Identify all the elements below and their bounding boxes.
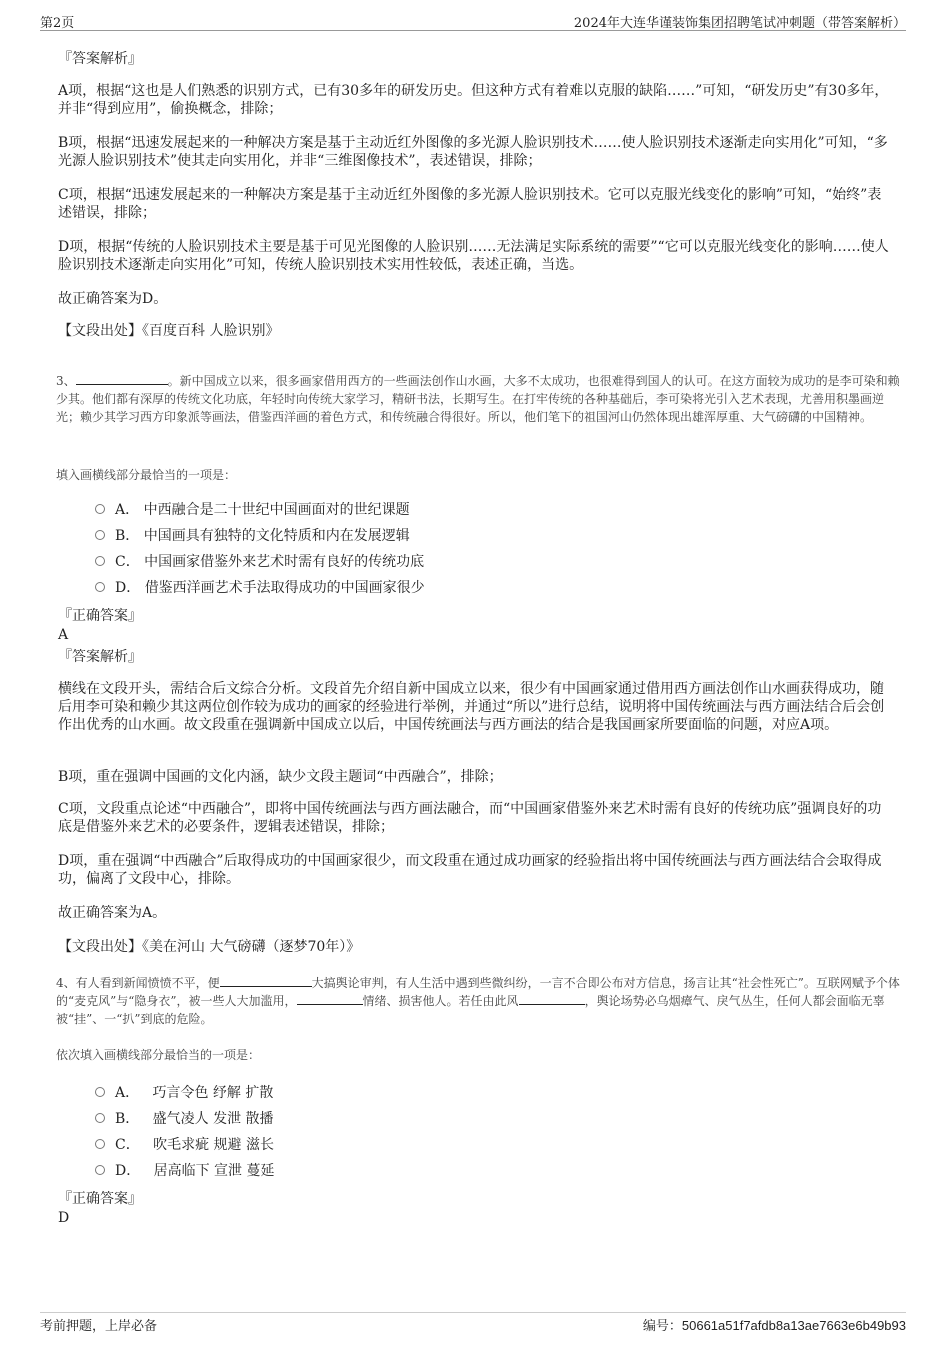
document-title: 2024年大连华谨装饰集团招聘笔试冲刺题（带答案解析）: [573, 16, 906, 31]
radio-icon[interactable]: [95, 530, 105, 540]
question-prompt: 依次填入画横线部分最恰当的一项是：: [56, 1048, 261, 1062]
answer-value: A: [58, 627, 69, 643]
option-d[interactable]: D． 居高临下 宣泄 蔓延: [95, 1162, 275, 1180]
option-c[interactable]: C． 吹毛求疵 规避 滋长: [95, 1136, 274, 1154]
question-3-text: [56, 372, 900, 426]
footer-slogan: 考前押题，上岸必备: [40, 1319, 158, 1334]
fill-blank: [297, 992, 363, 1005]
analysis-paragraph-b: B项，根据“迅速发展起来的一种解决方案是基于主动近红外图像的多光源人脸识别技术……使人脸识别技术逐渐走向实用化”可知，“多光源人脸识别技术”使其走向实用化，并非“三维图像技术”，表述错误，排除；: [58, 135, 888, 169]
analysis-label: 『答案解析』: [58, 649, 142, 665]
option-b[interactable]: B． 盛气凌人 发泄 散播: [95, 1110, 274, 1128]
document-code: 编号：50661a51f7afdb8a13ae7663e6b49b93: [642, 1318, 906, 1333]
question-number: 4、: [56, 976, 76, 990]
option-a[interactable]: A． 巧言令色 纾解 扩散: [95, 1084, 273, 1102]
option-b[interactable]: B． 中国画具有独特的文化特质和内在发展逻辑: [95, 527, 410, 545]
question-4-text: 4、有人看到新闻愤愤不平，便 大搞舆论审判，有人生活中遇到些微纠纷，一言不合即公布对方信息，扬言让其“社会性死亡”。互联网赋予个体的“麦克风”与“隐身衣”，被一些人大加滥用， 情绪、损害他人。若任由此风 ，舆论场势必乌烟瘴气、戾气丛生，任何人都会面临无辜被“挂”、一“扒”到底的危险。: [56, 976, 900, 1026]
analysis-paragraph-a: A项，根据“这也是人们熟悉的识别方式，已有30多年的研发历史。但这种方式有着难以克服的缺陷……”可知，“研发历史”有30多年，并非“得到应用”，偷换概念，排除；: [58, 83, 889, 117]
analysis-conclusion: 故正确答案为D。: [58, 291, 168, 307]
radio-icon[interactable]: [95, 1139, 105, 1149]
fill-blank: [220, 974, 312, 987]
page-header: [40, 12, 906, 31]
analysis-conclusion: 故正确答案为A。: [58, 905, 167, 921]
radio-icon[interactable]: [95, 504, 105, 514]
analysis-label: 『答案解析』: [58, 51, 142, 67]
question-number: 3、: [56, 374, 76, 388]
analysis-paragraph-d: D项，重在强调“中西融合”后取得成功的中国画家很少，而文段重在通过成功画家的经验指出将中国传统画法与西方画法结合会取得成功，偏离了文段中心，排除。: [58, 853, 882, 887]
fill-blank: [76, 372, 168, 385]
radio-icon[interactable]: [95, 582, 105, 592]
answer-value: D: [58, 1210, 70, 1226]
question-prompt: 填入画横线部分最恰当的一项是：: [56, 468, 237, 482]
page-footer: [40, 1312, 906, 1334]
analysis-paragraph-c: C项，文段重点论述“中西融合”，即将中国传统画法与西方画法融合，而“中国画家借鉴外来艺术时需有良好的传统功底”强调良好的功底是借鉴外来艺术的必要条件，逻辑表述错误，排除；: [58, 801, 882, 835]
source-citation: 【文段出处】《美在河山 大气磅礴（逐梦70年）》: [58, 939, 361, 955]
analysis-paragraph-d: D项，根据“传统的人脸识别技术主要是基于可见光图像的人脸识别……无法满足实际系统的需要”“它可以克服光线变化的影响……使人脸识别技术逐渐走向实用化”可知，传统人脸识别技术实用性较低，表述正确，当选。: [58, 239, 889, 273]
analysis-paragraph-b: B项，重在强调中国画的文化内涵，缺少文段主题词“中西融合”，排除；: [58, 769, 503, 785]
answer-label: 『正确答案』: [58, 608, 142, 624]
radio-icon[interactable]: [95, 1087, 105, 1097]
answer-label: 『正确答案』: [58, 1191, 142, 1207]
option-d[interactable]: D． 借鉴西洋画艺术手法取得成功的中国画家很少: [95, 579, 425, 597]
source-citation: 【文段出处】《百度百科 人脸识别》: [58, 323, 280, 339]
radio-icon[interactable]: [95, 1113, 105, 1123]
analysis-paragraph-c: C项，根据“迅速发展起来的一种解决方案是基于主动近红外图像的多光源人脸识别技术。它可以克服光线变化的影响”可知，“始终”表述错误，排除；: [58, 187, 882, 221]
fill-blank: [519, 992, 585, 1005]
option-a[interactable]: A． 中西融合是二十世纪中国画面对的世纪课题: [95, 501, 410, 519]
radio-icon[interactable]: [95, 556, 105, 566]
radio-icon[interactable]: [95, 1165, 105, 1175]
option-c[interactable]: C． 中国画家借鉴外来艺术时需有良好的传统功底: [95, 553, 424, 571]
analysis-paragraph-a: 横线在文段开头，需结合后文综合分析。文段首先介绍自新中国成立以来，很少有中国画家通过借用西方画法创作山水画获得成功，随后用李可染和赖少其这两位创作较为成功的画家的经验进行举例，并通过“所以”进行总结，说明将中国传统画法与西方画法结合后会创作出优秀的山水画。故文段重在强调新中国成立以后，中国传统画法与西方画法的结合是我国画家所要面临的问题，对应A项。: [58, 681, 885, 733]
page-number: 第2页: [40, 16, 75, 31]
question-passage: 。新中国成立以来，很多画家借用西方的一些画法创作山水画，大多不太成功，也很难得到国人的认可。在这方面较为成功的是李可染和赖少其。他们都有深厚的传统文化功底，年轻时向传统大家学习，精研书法，长期写生。在打牢传统的各种基础后，李可染将光引入艺术表现，尤善用积墨画逆光；赖少其学习西方印象派等画法，借鉴西洋画的着色方式，和传统融合得很好。所以，他们笔下的祖国河山仍然体现出雄浑厚重、大气磅礴的中国精神。: [56, 374, 900, 424]
